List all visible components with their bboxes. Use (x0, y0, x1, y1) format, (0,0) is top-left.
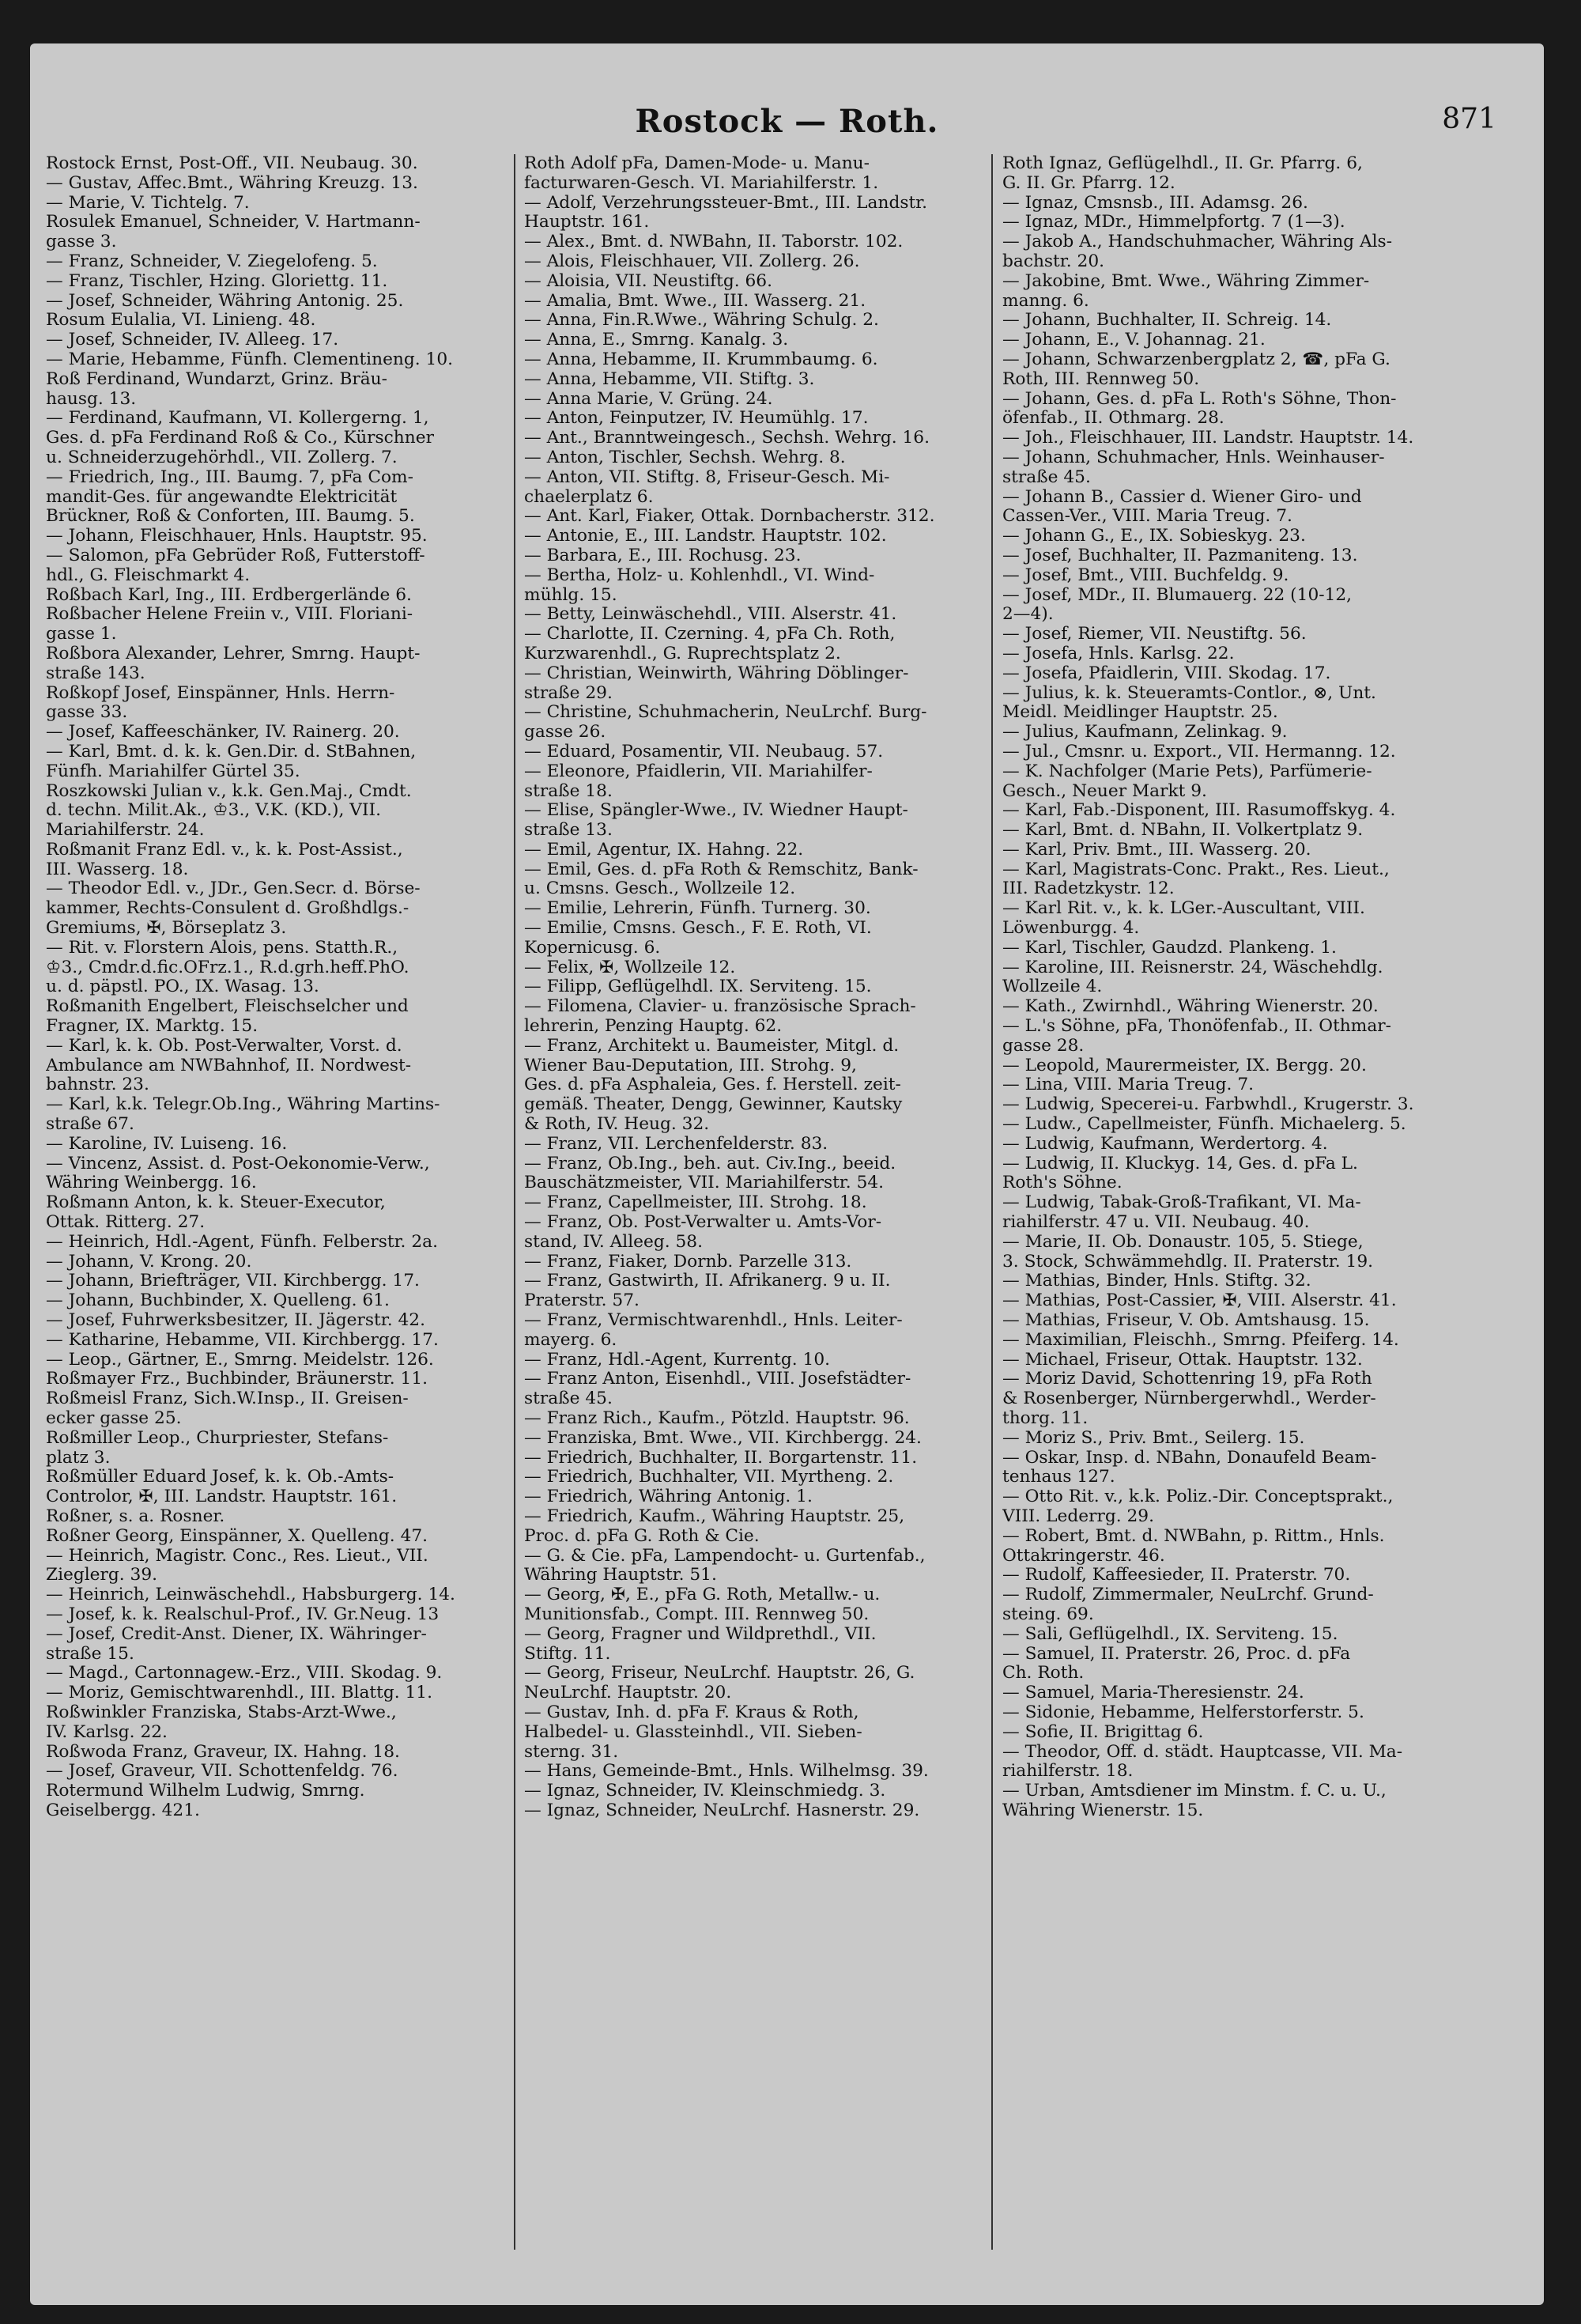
directory-line: — Ignaz, Schneider, IV. Kleinschmiedg. 3. (524, 1782, 886, 1801)
directory-line: hausg. 13. (46, 389, 137, 409)
directory-line: Halbedel- u. Glassteinhdl., VII. Sieben- (524, 1722, 862, 1742)
directory-line: — Franz, Fiaker, Dornb. Parzelle 313. (524, 1252, 852, 1272)
directory-line: III. Wasserg. 18. (46, 860, 189, 879)
directory-line: — Franz, Capellmeister, III. Strohg. 18. (524, 1193, 867, 1213)
directory-line: — Samuel, Maria-Theresienstr. 24. (1002, 1683, 1304, 1703)
directory-line: — Elise, Spängler-Wwe., IV. Wiedner Haupt- (524, 801, 908, 821)
directory-line: straße 67. (46, 1115, 134, 1135)
directory-line: — Georg, Friseur, NeuLrchf. Hauptstr. 26, G. (524, 1664, 915, 1683)
directory-line: — Josefa, Hnls. Karlsg. 22. (1002, 644, 1235, 663)
directory-line: Hauptstr. 161. (524, 213, 650, 232)
directory-line: — Franz, VII. Lerchenfelderstr. 83. (524, 1134, 828, 1154)
directory-line: NeuLrchf. Hauptstr. 20. (524, 1683, 732, 1703)
directory-line: — Emilie, Lehrerin, Fünfh. Turnerg. 30. (524, 899, 871, 919)
directory-line: — Friedrich, Kaufm., Währing Hauptstr. 25, (524, 1506, 905, 1526)
directory-line: gasse 3. (46, 232, 117, 252)
directory-line: Ambulance am NWBahnhof, II. Nordwest- (46, 1056, 412, 1075)
directory-line: Roß Ferdinand, Wundarzt, Grinz. Bräu- (46, 369, 387, 389)
directory-line: manng. 6. (1002, 291, 1089, 311)
directory-line: — Bertha, Holz- u. Kohlenhdl., VI. Wind- (524, 565, 875, 585)
directory-line: — Franz Anton, Eisenhdl., VIII. Josefstädter- (524, 1370, 911, 1389)
directory-line: Ottakringerstr. 46. (1002, 1546, 1165, 1566)
directory-line: — Josef, MDr., II. Blumauerg. 22 (10-12, (1002, 585, 1353, 605)
directory-line: Geiselbergg. 421. (46, 1801, 200, 1820)
directory-line: Roßner, s. a. Rosner. (46, 1506, 225, 1526)
directory-line: d. techn. Milit.Ak., ♔3., V.K. (KD.), VII. (46, 801, 381, 821)
directory-line: facturwaren-Gesch. VI. Mariahilferstr. 1. (524, 173, 879, 193)
directory-line: sterng. 31. (524, 1742, 619, 1762)
directory-line: Roßbach Karl, Ing., III. Erdbergerlände 6. (46, 585, 412, 605)
directory-line: straße 45. (1002, 467, 1091, 487)
directory-line: — Josef, Kaffeeschänker, IV. Rainerg. 20. (46, 723, 400, 743)
directory-line: — Johann G., E., IX. Sobieskyg. 23. (1002, 527, 1306, 546)
directory-line: straße 18. (524, 781, 613, 801)
column-divider (991, 154, 993, 2250)
directory-line: — Ant. Karl, Fiaker, Ottak. Dornbacherstr. 312. (524, 507, 935, 527)
directory-line: Roth's Söhne. (1002, 1173, 1123, 1193)
directory-line: — Karl, Magistrats-Conc. Prakt., Res. Lieut., (1002, 860, 1390, 879)
directory-line: — G. & Cie. pFa, Lampendocht- u. Gurtenfab., (524, 1546, 926, 1566)
directory-line: — Heinrich, Hdl.-Agent, Fünfh. Felberstr. 2a. (46, 1232, 438, 1252)
directory-line: — Otto Rit. v., k.k. Poliz.-Dir. Conceptsprakt., (1002, 1487, 1394, 1507)
directory-line: — Moriz, Gemischtwarenhdl., III. Blattg. 11. (46, 1683, 432, 1703)
directory-line: — Anton, VII. Stiftg. 8, Friseur-Gesch. Mi- (524, 467, 890, 487)
directory-line: Rotermund Wilhelm Ludwig, Smrng. (46, 1782, 365, 1801)
directory-line: mühlg. 15. (524, 585, 617, 605)
directory-line: gasse 1. (46, 625, 117, 644)
directory-line: Stiftg. 11. (524, 1644, 611, 1664)
directory-line: — Katharine, Hebamme, VII. Kirchbergg. 17. (46, 1330, 439, 1350)
directory-line: — Ignaz, Schneider, NeuLrchf. Hasnerstr. 29. (524, 1801, 920, 1820)
directory-line: Rosulek Emanuel, Schneider, V. Hartmann- (46, 213, 421, 232)
directory-line: Ges. d. pFa Ferdinand Roß & Co., Kürschner (46, 429, 434, 448)
directory-line: u. Cmsns. Gesch., Wollzeile 12. (524, 879, 796, 899)
directory-line: mandit-Ges. für angewandte Elektricität (46, 487, 398, 507)
directory-line: — Leopold, Maurermeister, IX. Bergg. 20. (1002, 1056, 1367, 1075)
directory-line: — Michael, Friseur, Ottak. Hauptstr. 132. (1002, 1350, 1363, 1370)
directory-line: — Moriz David, Schottenring 19, pFa Roth (1002, 1370, 1372, 1389)
directory-line: Roßmüller Eduard Josef, k. k. Ob.-Amts- (46, 1468, 394, 1487)
directory-line: Roth, III. Rennweg 50. (1002, 369, 1200, 389)
directory-line: gemäß. Theater, Dengg, Gewinner, Kautsky (524, 1095, 903, 1115)
column-3 (1002, 154, 1469, 2273)
directory-line: & Roth, IV. Heug. 32. (524, 1115, 710, 1135)
directory-line: — Josef, Buchhalter, II. Pazmaniteng. 13. (1002, 546, 1358, 565)
directory-line: Munitionsfab., Compt. III. Rennweg 50. (524, 1604, 870, 1624)
directory-line: — Karl, Bmt. d. k. k. Gen.Dir. d. StBahnen, (46, 742, 417, 761)
directory-line: — Anton, Tischler, Sechsh. Wehrg. 8. (524, 448, 846, 467)
directory-line: — Anna, Hebamme, II. Krummbaumg. 6. (524, 350, 878, 369)
directory-line: Rosum Eulalia, VI. Linieng. 48. (46, 311, 316, 331)
directory-line: Ch. Roth. (1002, 1664, 1085, 1683)
directory-line: u. Schneiderzugehörhdl., VII. Zollerg. 7. (46, 448, 398, 467)
directory-line: & Rosenberger, Nürnbergerwhdl., Werder- (1002, 1389, 1376, 1409)
directory-line: — Josef, Riemer, VII. Neustiftg. 56. (1002, 625, 1307, 644)
directory-line: tenhaus 127. (1002, 1468, 1115, 1487)
directory-line: — Adolf, Verzehrungssteuer-Bmt., III. Landstr. (524, 193, 928, 213)
directory-line: — Franz, Ob. Post-Verwalter u. Amts-Vor- (524, 1213, 882, 1233)
directory-line: 3. Stock, Schwämmehdlg. II. Praterstr. 19. (1002, 1252, 1374, 1272)
directory-line: Roßmayer Frz., Buchbinder, Bräunerstr. 11. (46, 1370, 428, 1389)
directory-line: — Mathias, Post-Cassier, ✠, VIII. Alserstr. 41. (1002, 1291, 1397, 1311)
directory-line: Wollzeile 4. (1002, 977, 1103, 997)
directory-line: — Aloisia, VII. Neustiftg. 66. (524, 271, 773, 291)
directory-line: — Heinrich, Leinwäschehdl., Habsburgerg. 14. (46, 1585, 455, 1605)
directory-line: Kopernicusg. 6. (524, 938, 661, 958)
directory-line: G. II. Gr. Pfarrg. 12. (1002, 173, 1175, 193)
directory-line: straße 13. (524, 821, 613, 841)
column-1 (46, 154, 512, 2273)
directory-line: riahilferstr. 18. (1002, 1762, 1134, 1782)
directory-line: — Karl, Tischler, Gaudzd. Plankeng. 1. (1002, 938, 1337, 958)
directory-line: — Franz, Vermischtwarenhdl., Hnls. Leiter- (524, 1311, 903, 1331)
directory-line: — Theodor Edl. v., JDr., Gen.Secr. d. Börse- (46, 879, 421, 899)
directory-line: — Josef, Credit-Anst. Diener, IX. Währinger- (46, 1624, 427, 1644)
directory-page (30, 43, 1544, 2305)
directory-line: — Leop., Gärtner, E., Smrng. Meidelstr. 126. (46, 1350, 434, 1370)
directory-line: — Jakobine, Bmt. Wwe., Währing Zimmer- (1002, 271, 1370, 291)
directory-line: — Rit. v. Florstern Alois, pens. Statth.R., (46, 938, 398, 958)
directory-line: chaelerplatz 6. (524, 487, 654, 507)
directory-line: — Heinrich, Magistr. Conc., Res. Lieut., VII. (46, 1546, 428, 1566)
directory-line: — Ludwig, Kaufmann, Werdertorg. 4. (1002, 1134, 1328, 1154)
directory-line: — Ferdinand, Kaufmann, VI. Kollergerng. 1, (46, 409, 429, 429)
directory-line: — Josef, Graveur, VII. Schottenfeldg. 76. (46, 1762, 398, 1782)
directory-line: gasse 28. (1002, 1036, 1085, 1056)
directory-line: — Franziska, Bmt. Wwe., VII. Kirchbergg. 24. (524, 1428, 922, 1448)
directory-line: — Julius, Kaufmann, Zelinkag. 9. (1002, 723, 1288, 743)
directory-line: — Anna Marie, V. Grüng. 24. (524, 389, 773, 409)
directory-line: — Betty, Leinwäschehdl., VIII. Alserstr. 41. (524, 605, 897, 625)
directory-line: — Ludwig, Specerei-u. Farbwhdl., Krugerstr. 3. (1002, 1095, 1414, 1115)
directory-line: lehrerin, Penzing Hauptg. 62. (524, 1017, 783, 1037)
directory-line: — Anna, Hebamme, VII. Stiftg. 3. (524, 369, 815, 389)
directory-line: — Georg, Fragner und Wildprethdl., VII. (524, 1624, 877, 1644)
directory-line: — Filipp, Geflügelhdl. IX. Serviteng. 15. (524, 977, 872, 997)
directory-line: — Joh., Fleischhauer, III. Landstr. Hauptstr. 14. (1002, 429, 1414, 448)
directory-line: Praterstr. 57. (524, 1291, 640, 1311)
directory-line: — Karl, k.k. Telegr.Ob.Ing., Währing Martins- (46, 1095, 440, 1115)
directory-line: Gesch., Neuer Markt 9. (1002, 781, 1207, 801)
directory-line: Roth Ignaz, Geflügelhdl., II. Gr. Pfarrg. 6, (1002, 154, 1363, 173)
directory-line: — Amalia, Bmt. Wwe., III. Wasserg. 21. (524, 291, 866, 311)
directory-line: — Karl, k. k. Ob. Post-Verwalter, Vorst. d. (46, 1036, 402, 1056)
directory-line: — Maximilian, Fleischh., Smrng. Pfeiferg. 14. (1002, 1330, 1399, 1350)
directory-line: — Karoline, III. Reisnerstr. 24, Wäschehdlg. (1002, 958, 1383, 977)
directory-line: — Samuel, II. Praterstr. 26, Proc. d. pFa (1002, 1644, 1351, 1664)
directory-line: — Karl, Fab.-Disponent, III. Rasumoffskyg. 4. (1002, 801, 1396, 821)
directory-line: — Eduard, Posamentir, VII. Neubaug. 57. (524, 742, 884, 761)
directory-line: öfenfab., II. Othmarg. 28. (1002, 409, 1224, 429)
directory-line: VIII. Lederrg. 29. (1002, 1506, 1155, 1526)
directory-line: Gremiums, ✠, Börseplatz 3. (46, 919, 287, 939)
directory-line: — Barbara, E., III. Rochusg. 23. (524, 546, 802, 565)
directory-line: Fragner, IX. Marktg. 15. (46, 1017, 258, 1037)
column-2 (524, 154, 990, 2273)
directory-line: — K. Nachfolger (Marie Pets), Parfümerie- (1002, 761, 1372, 781)
directory-line: Wiener Bau-Deputation, III. Strohg. 9, (524, 1056, 857, 1075)
directory-line: — Karoline, IV. Luiseng. 16. (46, 1134, 288, 1154)
directory-line: platz 3. (46, 1448, 111, 1468)
directory-line: — Rudolf, Kaffeesieder, II. Praterstr. 70. (1002, 1566, 1351, 1585)
directory-line: — Emil, Agentur, IX. Hahng. 22. (524, 840, 804, 860)
directory-line: — Christine, Schuhmacherin, NeuLrchf. Burg- (524, 703, 927, 723)
directory-line: — Anna, E., Smrng. Kanalg. 3. (524, 331, 789, 350)
directory-line: — Moriz S., Priv. Bmt., Seilerg. 15. (1002, 1428, 1305, 1448)
directory-line: — Hans, Gemeinde-Bmt., Hnls. Wilhelmsg. 39. (524, 1762, 929, 1782)
page-header (30, 103, 1544, 158)
directory-line: — Johann, Schuhmacher, Hnls. Weinhauser- (1002, 448, 1385, 467)
directory-line: riahilferstr. 47 u. VII. Neubaug. 40. (1002, 1213, 1310, 1233)
directory-line: — Franz, Ob.Ing., beh. aut. Civ.Ing., beeid. (524, 1154, 896, 1173)
directory-line: u. d. päpstl. PO., IX. Wasag. 13. (46, 977, 319, 997)
directory-line: — Franz Rich., Kaufm., Pötzld. Hauptstr. 96. (524, 1409, 910, 1428)
directory-line: IV. Karlsg. 22. (46, 1722, 168, 1742)
directory-line: — Johann, Buchhalter, II. Schreig. 14. (1002, 311, 1332, 331)
directory-line: — Josef, Schneider, IV. Alleeg. 17. (46, 331, 339, 350)
directory-line: — Franz, Hdl.-Agent, Kurrentg. 10. (524, 1350, 831, 1370)
directory-line: Währing Weinbergg. 16. (46, 1173, 257, 1193)
directory-line: thorg. 11. (1002, 1409, 1089, 1428)
directory-line: — Eleonore, Pfaidlerin, VII. Mariahilfer- (524, 761, 873, 781)
directory-line: mayerg. 6. (524, 1330, 617, 1350)
directory-line: — Charlotte, II. Czerning. 4, pFa Ch. Roth, (524, 625, 896, 644)
directory-line: hdl., G. Fleischmarkt 4. (46, 565, 251, 585)
directory-line: — Julius, k. k. Steueramts-Contlor., ⊗, Unt. (1002, 683, 1376, 703)
directory-line: — Antonie, E., III. Landstr. Hauptstr. 102. (524, 527, 887, 546)
directory-line: Zieglerg. 39. (46, 1566, 158, 1585)
directory-line: — Felix, ✠, Wollzeile 12. (524, 958, 736, 977)
directory-line: — Friedrich, Buchhalter, VII. Myrtheng. 2. (524, 1468, 894, 1487)
running-title: Rostock — Roth. (635, 103, 939, 140)
directory-line: Roszkowski Julian v., k.k. Gen.Maj., Cmdt. (46, 781, 412, 801)
directory-line: — Ant., Branntweingesch., Sechsh. Wehrg. 16. (524, 429, 930, 448)
directory-line: Controlor, ✠, III. Landstr. Hauptstr. 161. (46, 1487, 398, 1507)
column-divider (514, 154, 515, 2250)
directory-line: stand, IV. Alleeg. 58. (524, 1232, 704, 1252)
directory-line: — Friedrich, Buchhalter, II. Borgartenstr. 11. (524, 1448, 918, 1468)
directory-line: — Karl, Bmt. d. NBahn, II. Volkertplatz 9. (1002, 821, 1364, 841)
directory-line: — Josef, Fuhrwerksbesitzer, II. Jägerstr. 42. (46, 1311, 425, 1331)
directory-line: — Gustav, Affec.Bmt., Währing Kreuzg. 13. (46, 173, 418, 193)
directory-line: — Josef, k. k. Realschul-Prof., IV. Gr.Neug. 13 (46, 1604, 440, 1624)
directory-line: — Vincenz, Assist. d. Post-Oekonomie-Verw., (46, 1154, 430, 1173)
directory-line: — Franz, Architekt u. Baumeister, Mitgl. d. (524, 1036, 900, 1056)
directory-line: Bauschätzmeister, VII. Mariahilferstr. 54. (524, 1173, 885, 1193)
directory-line: gasse 33. (46, 703, 128, 723)
directory-line: — Robert, Bmt. d. NWBahn, p. Rittm., Hnls. (1002, 1526, 1385, 1546)
directory-line: ecker gasse 25. (46, 1409, 182, 1428)
directory-line: — Jakob A., Handschuhmacher, Währing Als- (1002, 232, 1393, 252)
directory-line: bahnstr. 23. (46, 1075, 149, 1095)
directory-line: straße 143. (46, 663, 145, 683)
directory-line: — Theodor, Off. d. städt. Hauptcasse, VII. Ma- (1002, 1742, 1403, 1762)
directory-line: — Johann, Briefträger, VII. Kirchbergg. 17. (46, 1272, 420, 1291)
directory-line: — Lina, VIII. Maria Treug. 7. (1002, 1075, 1255, 1095)
directory-line: — Ludwig, Tabak-Groß-Trafikant, VI. Ma- (1002, 1193, 1361, 1213)
directory-line: — Johann, Fleischhauer, Hnls. Hauptstr. 95. (46, 527, 428, 546)
directory-line: Ottak. Ritterg. 27. (46, 1213, 206, 1233)
directory-line: Fünfh. Mariahilfer Gürtel 35. (46, 761, 300, 781)
directory-line: — L.'s Söhne, pFa, Thonöfenfab., II. Othmar- (1002, 1017, 1391, 1037)
directory-line: Mariahilferstr. 24. (46, 821, 205, 841)
directory-line: Roßbacher Helene Freiin v., VIII. Floriani- (46, 605, 413, 625)
directory-line: Roßkopf Josef, Einspänner, Hnls. Herrn- (46, 683, 395, 703)
directory-line: — Johann, Ges. d. pFa L. Roth's Söhne, Thon- (1002, 389, 1397, 409)
directory-line: — Urban, Amtsdiener im Minstm. f. C. u. U., (1002, 1782, 1387, 1801)
directory-line: — Christian, Weinwirth, Währing Döblinger- (524, 663, 909, 683)
directory-line: Währing Wienerstr. 15. (1002, 1801, 1204, 1820)
directory-line: — Ludw., Capellmeister, Fünfh. Michaelerg. 5. (1002, 1115, 1406, 1135)
directory-line: — Emilie, Cmsns. Gesch., F. E. Roth, VI. (524, 919, 872, 939)
directory-line: — Sofie, II. Brigittag 6. (1002, 1722, 1204, 1742)
directory-line: — Alex., Bmt. d. NWBahn, II. Taborstr. 102. (524, 232, 904, 252)
directory-line: — Marie, II. Ob. Donaustr. 105, 5. Stiege, (1002, 1232, 1364, 1252)
directory-line: — Georg, ✠, E., pFa G. Roth, Metallw.- u. (524, 1585, 881, 1605)
directory-line: — Karl, Priv. Bmt., III. Wasserg. 20. (1002, 840, 1311, 860)
directory-line: — Josef, Bmt., VIII. Buchfeldg. 9. (1002, 565, 1289, 585)
directory-line: — Anna, Fin.R.Wwe., Währing Schulg. 2. (524, 311, 879, 331)
directory-line: — Johann, V. Krong. 20. (46, 1252, 252, 1272)
directory-line: Kurzwarenhdl., G. Ruprechtsplatz 2. (524, 644, 841, 663)
directory-line: Roßmiller Leop., Churpriester, Stefans- (46, 1428, 389, 1448)
directory-line: — Franz, Gastwirth, II. Afrikanerg. 9 u. II. (524, 1272, 891, 1291)
directory-line: — Johann, E., V. Johannag. 21. (1002, 331, 1266, 350)
directory-line: III. Radetzkystr. 12. (1002, 879, 1175, 899)
directory-line: — Friedrich, Währing Antonig. 1. (524, 1487, 813, 1507)
directory-line: — Sali, Geflügelhdl., IX. Serviteng. 15. (1002, 1624, 1338, 1644)
directory-line: — Johann, Buchbinder, X. Quelleng. 61. (46, 1291, 390, 1311)
directory-line: Ges. d. pFa Asphaleia, Ges. f. Herstell. zeit- (524, 1075, 901, 1095)
directory-line: Löwenburgg. 4. (1002, 919, 1140, 939)
directory-line: bachstr. 20. (1002, 251, 1105, 271)
directory-line: straße 15. (46, 1644, 134, 1664)
directory-line: — Magd., Cartonnagew.-Erz., VIII. Skodag. 9. (46, 1664, 443, 1683)
directory-line: — Friedrich, Ing., III. Baumg. 7, pFa Com- (46, 467, 413, 487)
directory-line: — Ignaz, MDr., Himmelpfortg. 7 (1—3). (1002, 213, 1345, 232)
directory-line: — Sidonie, Hebamme, Helferstorferstr. 5. (1002, 1702, 1364, 1722)
directory-line: steing. 69. (1002, 1604, 1094, 1624)
directory-line: — Johann, Schwarzenbergplatz 2, ☎, pFa G. (1002, 350, 1390, 369)
directory-line: — Franz, Tischler, Hzing. Gloriettg. 11. (46, 271, 388, 291)
directory-line: straße 45. (524, 1389, 613, 1409)
directory-line: — Salomon, pFa Gebrüder Roß, Futterstoff- (46, 546, 425, 565)
directory-line: — Marie, V. Tichtelg. 7. (46, 193, 250, 213)
directory-line: — Mathias, Binder, Hnls. Stiftg. 32. (1002, 1272, 1311, 1291)
directory-line: kammer, Rechts-Consulent d. Großhdlgs.- (46, 899, 409, 919)
directory-line: Roßwoda Franz, Graveur, IX. Hahng. 18. (46, 1742, 400, 1762)
directory-line: — Rudolf, Zimmermaler, NeuLrchf. Grund- (1002, 1585, 1374, 1605)
directory-line: Roßwinkler Franziska, Stabs-Arzt-Wwe., (46, 1702, 397, 1722)
directory-line: ♔3., Cmdr.d.fic.OFrz.1., R.d.grh.heff.PhO. (46, 958, 409, 977)
directory-line: Cassen-Ver., VIII. Maria Treug. 7. (1002, 507, 1292, 527)
directory-line: gasse 26. (524, 723, 606, 743)
directory-line: Roßmann Anton, k. k. Steuer-Executor, (46, 1193, 386, 1213)
directory-line: straße 29. (524, 683, 613, 703)
directory-line: — Ignaz, Cmsnsb., III. Adamsg. 26. (1002, 193, 1308, 213)
page-number: 871 (1442, 103, 1496, 135)
directory-line: — Karl Rit. v., k. k. LGer.-Auscultant, VIII. (1002, 899, 1365, 919)
directory-line: — Mathias, Friseur, V. Ob. Amtshausg. 15. (1002, 1311, 1370, 1331)
directory-line: — Ludwig, II. Kluckyg. 14, Ges. d. pFa L. (1002, 1154, 1358, 1173)
directory-line: 2—4). (1002, 605, 1054, 625)
directory-line: — Kath., Zwirnhdl., Währing Wienerstr. 20. (1002, 997, 1379, 1017)
directory-line: Roßmanit Franz Edl. v., k. k. Post-Assist., (46, 840, 403, 860)
directory-line: Meidl. Meidlinger Hauptstr. 25. (1002, 703, 1278, 723)
directory-line: — Jul., Cmsnr. u. Export., VII. Hermanng. 12. (1002, 742, 1396, 761)
directory-line: — Gustav, Inh. d. pFa F. Kraus & Roth, (524, 1702, 859, 1722)
directory-line: Brückner, Roß & Conforten, III. Baumg. 5. (46, 507, 415, 527)
directory-line: Roßner Georg, Einspänner, X. Quelleng. 47. (46, 1526, 428, 1546)
directory-line: Währing Hauptstr. 51. (524, 1566, 717, 1585)
directory-line: Roßbora Alexander, Lehrer, Smrng. Haupt- (46, 644, 421, 663)
directory-line: — Alois, Fleischhauer, VII. Zollerg. 26. (524, 251, 860, 271)
directory-line: — Emil, Ges. d. pFa Roth & Remschitz, Bank- (524, 860, 919, 879)
directory-line: — Filomena, Clavier- u. französische Sprach- (524, 997, 916, 1017)
directory-line: — Johann B., Cassier d. Wiener Giro- und (1002, 487, 1362, 507)
directory-line: Roßmanith Engelbert, Fleischselcher und (46, 997, 409, 1017)
directory-line: Roth Adolf pFa, Damen-Mode- u. Manu- (524, 154, 870, 173)
directory-line: — Franz, Schneider, V. Ziegelofeng. 5. (46, 251, 378, 271)
directory-line: Rostock Ernst, Post-Off., VII. Neubaug. 30. (46, 154, 418, 173)
directory-line: — Josef, Schneider, Währing Antonig. 25. (46, 291, 404, 311)
directory-line: — Anton, Feinputzer, IV. Heumühlg. 17. (524, 409, 869, 429)
directory-line: Roßmeisl Franz, Sich.W.Insp., II. Greisen- (46, 1389, 409, 1409)
directory-line: Proc. d. pFa G. Roth & Cie. (524, 1526, 760, 1546)
directory-line: — Oskar, Insp. d. NBahn, Donaufeld Beam- (1002, 1448, 1377, 1468)
directory-line: — Josefa, Pfaidlerin, VIII. Skodag. 17. (1002, 663, 1331, 683)
directory-line: — Marie, Hebamme, Fünfh. Clementineng. 10. (46, 350, 454, 369)
